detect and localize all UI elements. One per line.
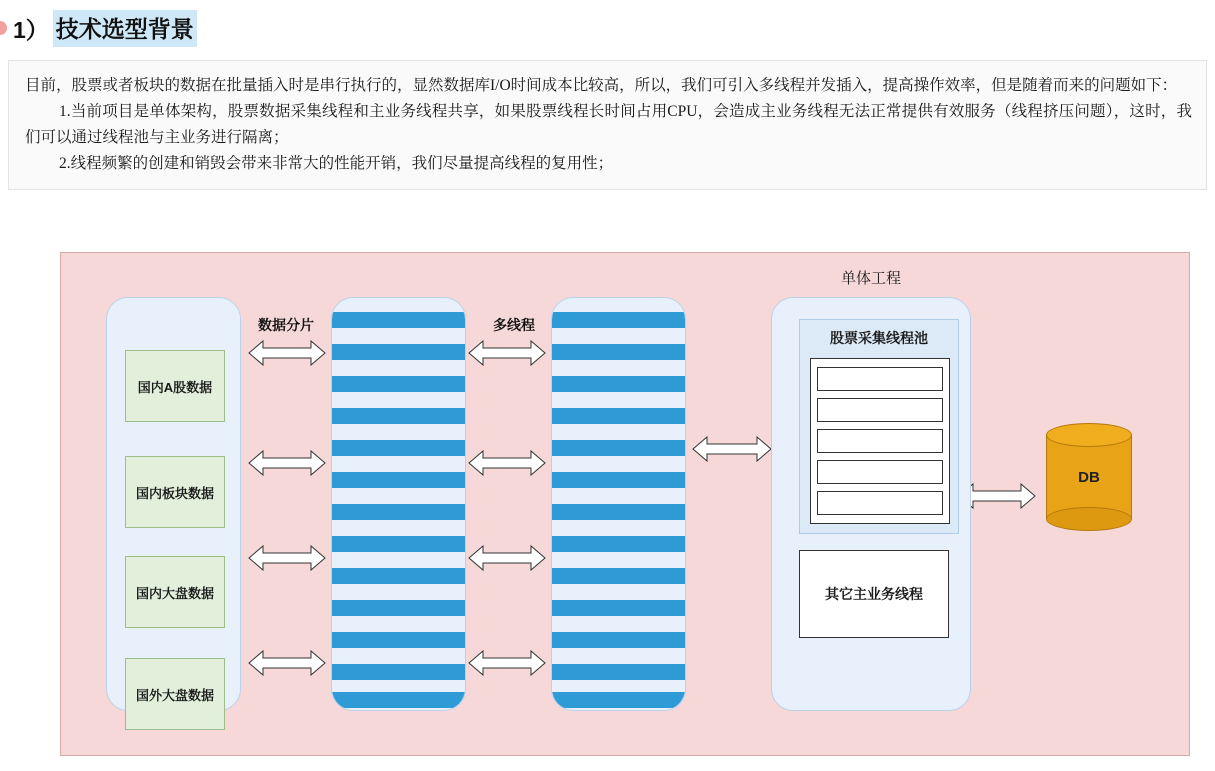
thread-slot — [817, 367, 943, 391]
note-paragraph-3: 2.线程频繁的创建和销毁会带来非常大的性能开销，我们尽量提高线程的复用性； — [59, 155, 614, 172]
thread-slot — [817, 491, 943, 515]
label-monolith: 单体工程 — [840, 270, 901, 287]
shard-stripes — [332, 298, 465, 710]
note-paragraph-1: 目前，股票或者板块的数据在批量插入时是串行执行的，显然数据库I/O时间成本比较高，所以，我们可引入多线程并发插入，提高操作效率，但是随着而来的问题如下： — [25, 77, 1178, 94]
thread-pool-title: 股票采集线程池 — [830, 330, 928, 346]
data-source-panel — [106, 297, 241, 711]
label-data-sharding: 数据分片 — [258, 317, 314, 333]
page-title: 技术选型背景 — [53, 10, 197, 47]
architecture-diagram — [60, 252, 1190, 756]
source-box-a-shares: 国内A股数据 — [125, 350, 225, 422]
database-cylinder — [1046, 423, 1132, 531]
thread-slot — [817, 398, 943, 422]
page-heading — [0, 10, 1215, 46]
thread-pool-block — [799, 319, 959, 534]
thread-pool-container — [810, 358, 950, 524]
multithread-stripes — [552, 298, 685, 710]
thread-slot — [817, 429, 943, 453]
source-box-overseas-index: 国外大盘数据 — [125, 658, 225, 730]
thread-slot — [817, 460, 943, 484]
label-multithread: 多线程 — [493, 317, 535, 333]
multithread-stripe-panel — [551, 297, 686, 711]
source-box-sector: 国内板块数据 — [125, 456, 225, 528]
heading-number: 1） — [13, 16, 49, 43]
other-business-thread-box: 其它主业务线程 — [799, 550, 949, 638]
note-paragraph-2: 1.当前项目是单体架构，股票数据采集线程和主业务线程共享，如果股票线程长时间占用CPU，会造成主业务线程无法正常提供有效服务（线程挤压问题），这时，我们可以通过线程池与主业务进行隔离； — [25, 103, 1192, 146]
background-note — [8, 60, 1207, 190]
shard-stripe-panel — [331, 297, 466, 711]
bullet-icon — [0, 21, 7, 35]
source-box-domestic-index: 国内大盘数据 — [125, 556, 225, 628]
db-label: DB — [1078, 468, 1100, 486]
